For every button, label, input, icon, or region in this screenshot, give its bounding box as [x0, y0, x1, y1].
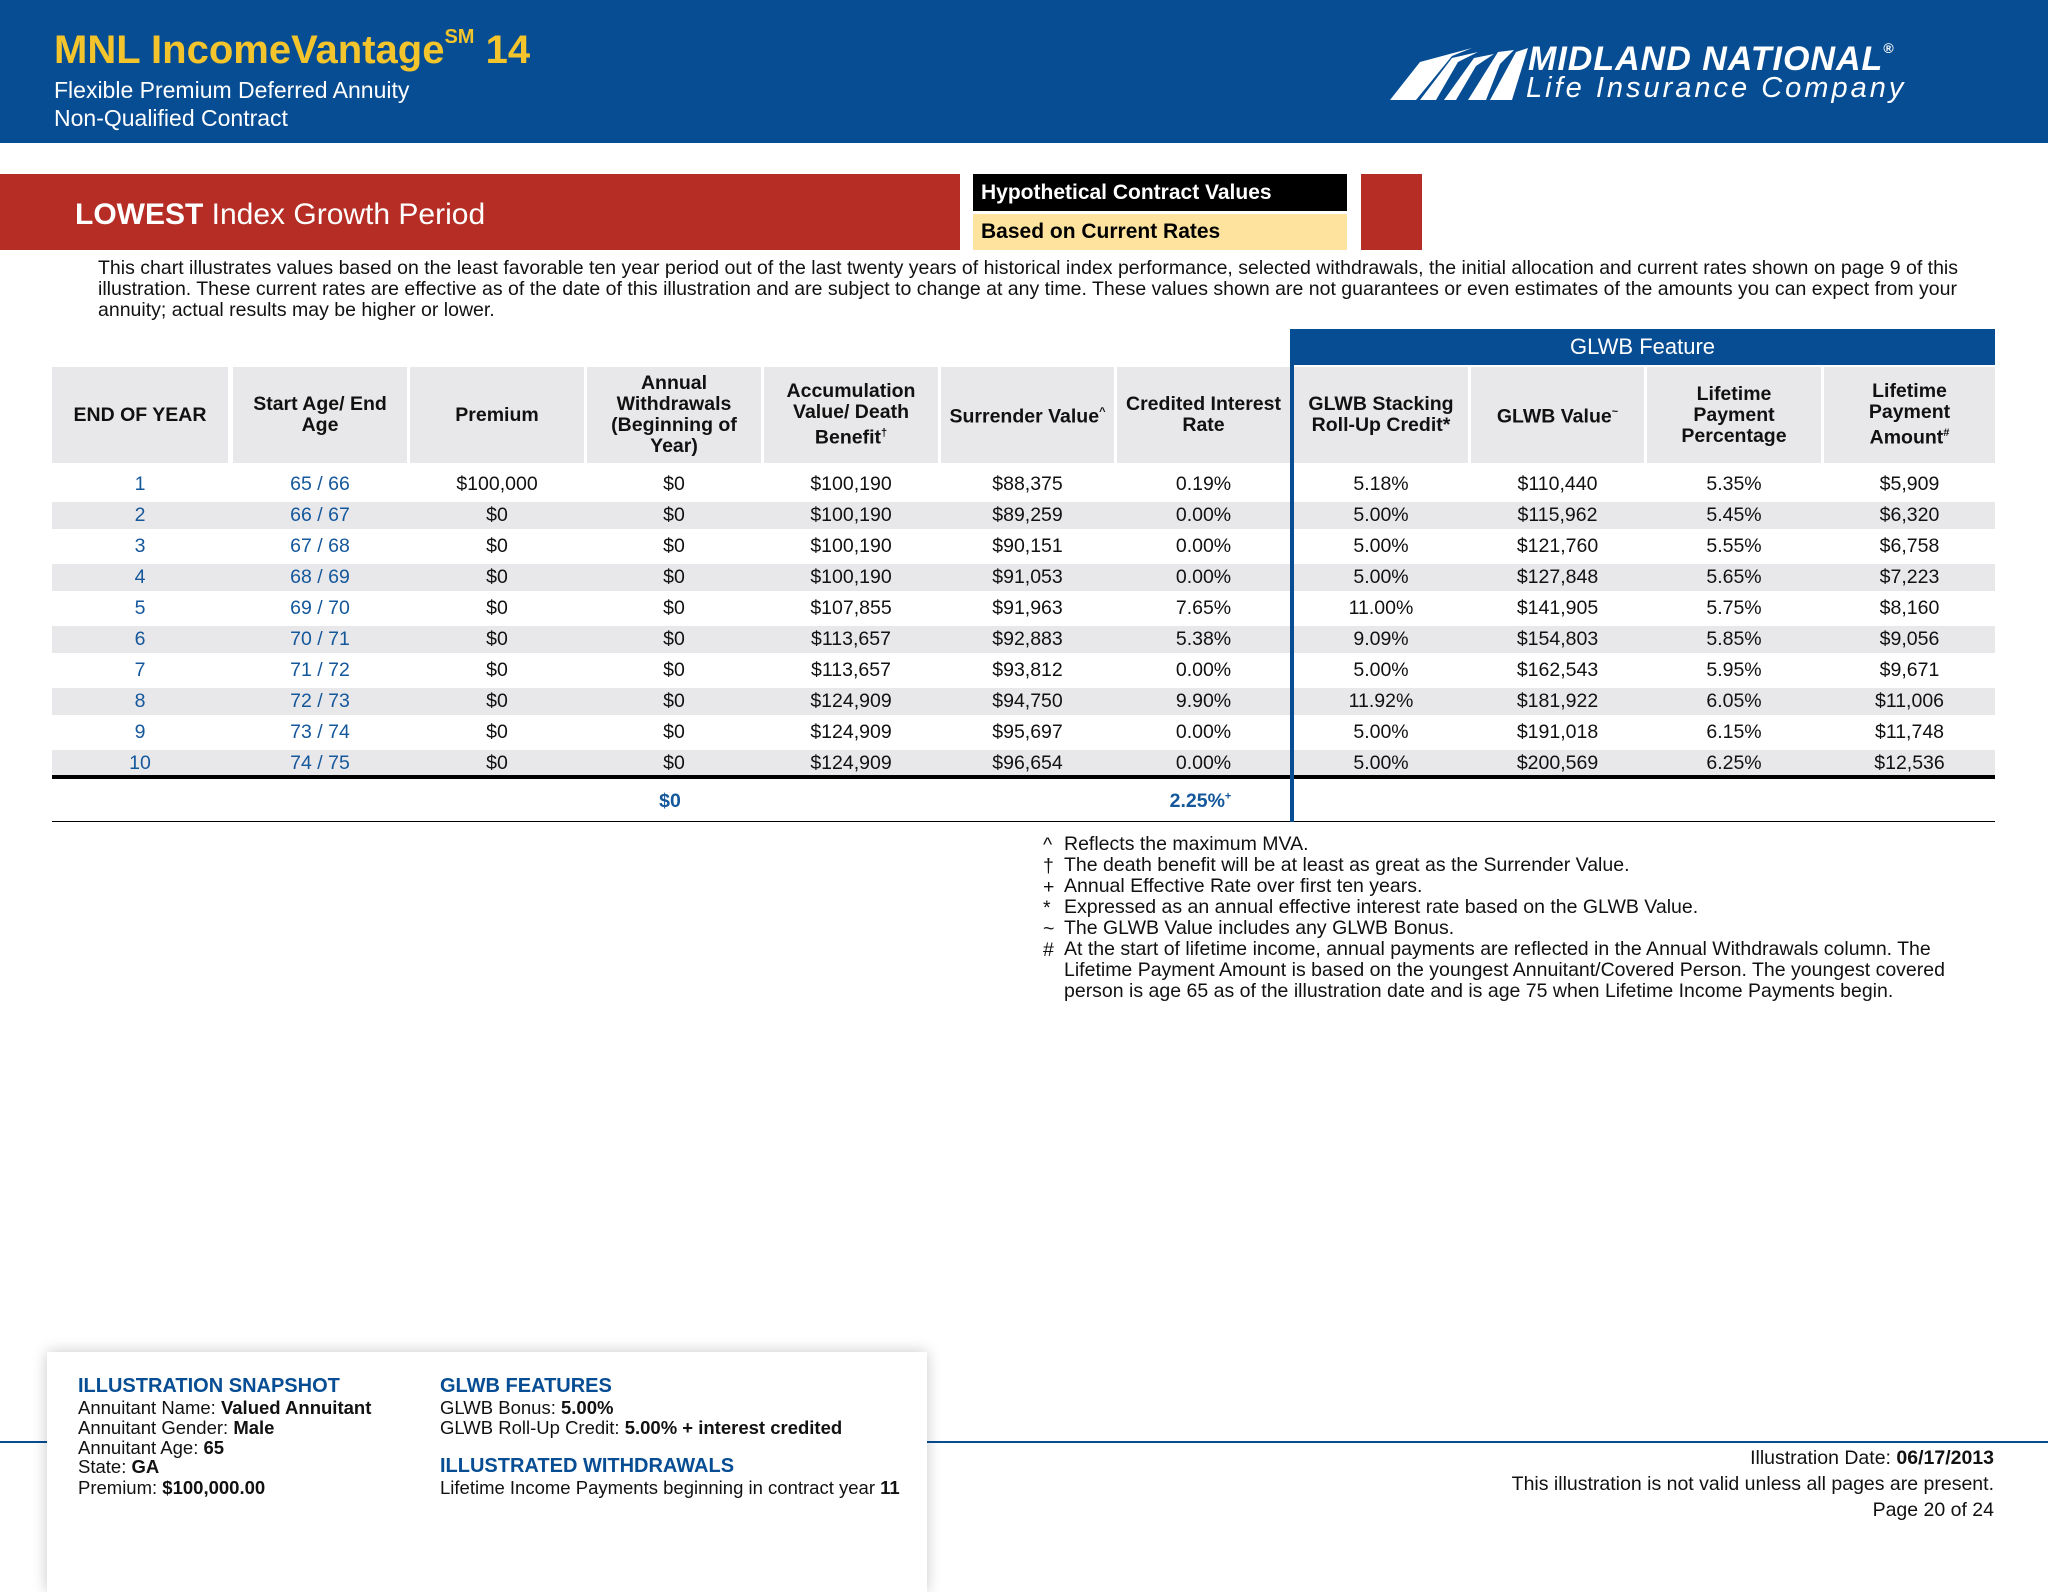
glwb-bonus: GLWB Bonus: 5.00% [440, 1397, 614, 1418]
column-header: GLWB Value~ [1471, 367, 1644, 463]
table-cell: 5.38% [1175, 628, 1232, 650]
column-header: Premium [410, 367, 584, 463]
table-cell: $0 [486, 566, 508, 588]
table-cell: 7 [134, 659, 146, 681]
footnote [1043, 834, 1993, 855]
footnote-symbol: ^ [1043, 834, 1053, 856]
footnote-symbol: # [1043, 939, 1054, 961]
table-cell: 11.00% [1348, 597, 1414, 619]
table-cell: $12,536 [1874, 752, 1945, 774]
footnote [1043, 918, 1993, 939]
service-mark: SM [444, 26, 475, 48]
table-cell: 3 [134, 535, 146, 557]
table-divider-thick [52, 775, 1995, 779]
footnote [1043, 897, 1993, 918]
table-cell: 5.00% [1353, 535, 1409, 557]
table-cell: 1 [134, 473, 146, 495]
table-cell: 0.00% [1175, 659, 1232, 681]
table-cell: $93,812 [992, 659, 1063, 681]
column-header: Credited Interest Rate [1117, 367, 1290, 463]
table-cell: $127,848 [1516, 566, 1599, 588]
column-header: END OF YEAR [52, 367, 228, 463]
footnote-text: Expressed as an annual effective interest rate based on the GLWB Value. [1064, 896, 1699, 918]
table-cell: 66 / 67 [290, 504, 350, 526]
table-cell: 6.25% [1706, 752, 1762, 774]
table-cell: 9 [134, 721, 146, 743]
table-cell: $0 [663, 566, 685, 588]
table-cell: $113,657 [811, 659, 891, 681]
table-cell: $9,671 [1879, 659, 1940, 681]
glwb-divider-line [1290, 329, 1294, 822]
intro-paragraph: This chart illustrates values based on the least favorable ten year period out of the last twenty years of historical index performance, selected withdrawals, the initial allocation and current rates shown on page 9 of this illustration. These current rates are effective as of the date of this illustration and are subject to change at any time. These values shown are not guarantees or even estimates of the amounts you can expect from your annuity; actual results may be higher or lower. [98, 257, 1959, 321]
table-cell: $0 [663, 535, 685, 557]
table-cell: $92,883 [992, 628, 1063, 650]
table-cell: 8 [134, 690, 146, 712]
table-cell: $162,543 [1516, 659, 1599, 681]
footnote [1043, 855, 1993, 876]
column-header: Surrender Value^ [941, 367, 1114, 463]
table-cell: $107,855 [810, 597, 892, 619]
table-cell: 0.19% [1175, 473, 1232, 495]
table-cell: 69 / 70 [290, 597, 350, 619]
table-cell: $200,569 [1516, 752, 1599, 774]
validity-note: This illustration is not valid unless all pages are present. [1511, 1473, 1994, 1495]
table-cell: $154,803 [1516, 628, 1599, 650]
table-cell: 65 / 66 [290, 473, 350, 495]
product-number: 14 [485, 28, 531, 72]
current-rates-badge: Based on Current Rates [973, 214, 1347, 250]
withdrawals-heading: ILLUSTRATED WITHDRAWALS [440, 1455, 735, 1477]
table-cell: 72 / 73 [290, 690, 350, 712]
table-cell: $121,760 [1516, 535, 1599, 557]
table-cell: 0.00% [1175, 721, 1232, 743]
footnote [1043, 939, 1993, 1002]
product-name: MNL IncomeVantage [54, 28, 445, 72]
column-header: Lifetime Payment Percentage [1647, 367, 1821, 463]
table-cell: 5.85% [1706, 628, 1762, 650]
table-cell: $89,259 [992, 504, 1063, 526]
table-cell: 5.00% [1353, 659, 1409, 681]
table-cell: $100,190 [810, 535, 892, 557]
table-cell: $100,190 [810, 473, 892, 495]
table-cell: $0 [486, 690, 508, 712]
table-cell: 5.95% [1706, 659, 1762, 681]
table-cell: $91,053 [992, 566, 1063, 588]
table-cell: 7.65% [1175, 597, 1232, 619]
table-cell: $115,962 [1517, 504, 1598, 526]
footnote-text: At the start of lifetime income, annual payments are reflected in the Annual Withdrawals column. The Lifetime Payment Amount is based on the youngest Annuitant/Covered Person. The youngest covered person is age 65 as of the illustration date and is age 75 when Lifetime Income Payments begin. [1064, 938, 1945, 1002]
table-cell: $0 [486, 504, 508, 526]
column-header: GLWB Stacking Roll-Up Credit* [1294, 367, 1468, 463]
table-cell: $0 [663, 504, 685, 526]
table-cell: 70 / 71 [290, 628, 350, 650]
table-cell: $191,018 [1516, 721, 1599, 743]
snapshot-heading: ILLUSTRATION SNAPSHOT [78, 1375, 340, 1397]
table-cell: 0.00% [1175, 535, 1232, 557]
premium: Premium: $100,000.00 [78, 1477, 266, 1498]
table-cell: $0 [663, 597, 685, 619]
glwb-features-heading: GLWB FEATURES [440, 1375, 612, 1397]
illustration-date: Illustration Date: 06/17/2013 [1750, 1447, 1994, 1469]
column-header: Accumulation Value/ Death Benefit† [764, 367, 938, 463]
table-cell: 5.00% [1353, 752, 1409, 774]
column-header: Start Age/ End Age [233, 367, 407, 463]
table-cell: 0.00% [1175, 752, 1232, 774]
table-cell: $124,909 [810, 721, 892, 743]
table-cell: $0 [663, 752, 685, 774]
total-credited-rate: 2.25%+ [1169, 790, 1232, 812]
table-cell: $5,909 [1879, 473, 1940, 495]
table-cell: 5.45% [1706, 504, 1762, 526]
table-cell: $124,909 [810, 690, 892, 712]
table-cell: 6 [134, 628, 146, 650]
product-subtitle: Flexible Premium Deferred Annuity [54, 77, 410, 103]
glwb-rollup: GLWB Roll-Up Credit: 5.00% + interest credited [440, 1417, 843, 1438]
annuitant-age: Annuitant Age: 65 [78, 1437, 225, 1458]
table-cell: $6,320 [1879, 504, 1940, 526]
footnote-text: Annual Effective Rate over first ten years. [1064, 875, 1423, 897]
table-cell: 2 [134, 504, 146, 526]
table-cell: 5.65% [1706, 566, 1762, 588]
table-cell: $96,654 [992, 752, 1063, 774]
table-cell: $0 [663, 721, 685, 743]
footnote-text: The GLWB Value includes any GLWB Bonus. [1064, 917, 1455, 939]
table-cell: 71 / 72 [290, 659, 350, 681]
column-header: Annual Withdrawals (Beginning of Year) [587, 367, 761, 463]
table-cell: $0 [486, 752, 508, 774]
hypothetical-badge: Hypothetical Contract Values [973, 174, 1347, 211]
logo-mark-icon [1390, 44, 1530, 104]
table-cell: 5.18% [1353, 473, 1409, 495]
glwb-feature-header: GLWB Feature [1290, 329, 1995, 365]
table-cell: 9.90% [1175, 690, 1232, 712]
table-cell: 0.00% [1175, 566, 1232, 588]
table-cell: 73 / 74 [290, 721, 350, 743]
table-cell: $0 [486, 659, 508, 681]
table-cell: 5 [134, 597, 146, 619]
table-cell: $181,922 [1516, 690, 1599, 712]
table-cell: 9.09% [1353, 628, 1409, 650]
table-cell: 5.55% [1706, 535, 1762, 557]
table-cell: $7,223 [1879, 566, 1940, 588]
table-cell: 11.92% [1348, 690, 1414, 712]
table-cell: $0 [663, 628, 685, 650]
footnote-text: Reflects the maximum MVA. [1064, 833, 1309, 855]
footnote-symbol: † [1043, 855, 1054, 877]
table-cell: 4 [134, 566, 146, 588]
footnote-symbol: ~ [1043, 918, 1055, 940]
table-cell: $0 [486, 535, 508, 557]
table-cell: 0.00% [1175, 504, 1232, 526]
table-cell: $91,963 [992, 597, 1063, 619]
table-cell: 6.05% [1706, 690, 1762, 712]
product-title [54, 28, 530, 73]
table-cell: 5.35% [1706, 473, 1762, 495]
footnote [1043, 876, 1993, 897]
table-cell: $100,000 [456, 473, 538, 495]
table-cell: $0 [663, 690, 685, 712]
column-header: Lifetime Payment Amount# [1824, 367, 1995, 463]
annuitant-gender: Annuitant Gender: Male [78, 1417, 275, 1438]
footnotes [1043, 834, 1993, 1002]
logo-company-name: MIDLAND NATIONAL® [1528, 40, 1895, 78]
table-cell: 5.00% [1353, 721, 1409, 743]
table-cell: $0 [486, 721, 508, 743]
footnote-symbol: * [1043, 897, 1051, 919]
table-cell: $0 [663, 473, 685, 495]
table-cell: $11,748 [1874, 721, 1945, 743]
logo-company-sub: Life Insurance Company [1526, 72, 1907, 104]
table-cell: 10 [129, 752, 151, 774]
page-number: Page 20 of 24 [1872, 1499, 1994, 1521]
table-cell: 5.75% [1706, 597, 1762, 619]
contract-type: Non-Qualified Contract [54, 105, 288, 131]
table-cell: 67 / 68 [290, 535, 350, 557]
table-cell: 6.15% [1706, 721, 1762, 743]
table-cell: $0 [486, 628, 508, 650]
table-cell: $95,697 [992, 721, 1063, 743]
withdrawals-text: Lifetime Income Payments beginning in contract year 11 [440, 1477, 900, 1498]
footnote-text: The death benefit will be at least as great as the Surrender Value. [1064, 854, 1630, 876]
table-cell: $110,440 [1517, 473, 1598, 495]
company-logo [1390, 38, 2010, 108]
table-cell: 5.00% [1353, 504, 1409, 526]
state: State: GA [78, 1456, 160, 1477]
table-cell: $0 [486, 597, 508, 619]
table-cell: 74 / 75 [290, 752, 350, 774]
table-cell: $0 [663, 659, 685, 681]
table-cell: 5.00% [1353, 566, 1409, 588]
table-cell: $124,909 [810, 752, 892, 774]
total-withdrawals: $0 [659, 790, 681, 812]
table-cell: $94,750 [992, 690, 1063, 712]
table-cell: $88,375 [992, 473, 1063, 495]
section-title: LOWEST Index Growth Period [75, 198, 486, 231]
table-cell: $100,190 [810, 504, 892, 526]
section-accent-box [1361, 174, 1422, 250]
annuitant-name: Annuitant Name: Valued Annuitant [78, 1397, 372, 1418]
table-cell: 68 / 69 [290, 566, 350, 588]
table-cell: $100,190 [810, 566, 892, 588]
table-cell: $90,151 [992, 535, 1063, 557]
table-cell: $9,056 [1879, 628, 1940, 650]
table-cell: $11,006 [1874, 690, 1945, 712]
table-cell: $141,905 [1516, 597, 1599, 619]
table-cell: $8,160 [1879, 597, 1940, 619]
table-cell: $113,657 [811, 628, 891, 650]
table-divider-thin [52, 821, 1995, 822]
table-cell: $6,758 [1879, 535, 1940, 557]
footnote-symbol: + [1043, 876, 1055, 898]
